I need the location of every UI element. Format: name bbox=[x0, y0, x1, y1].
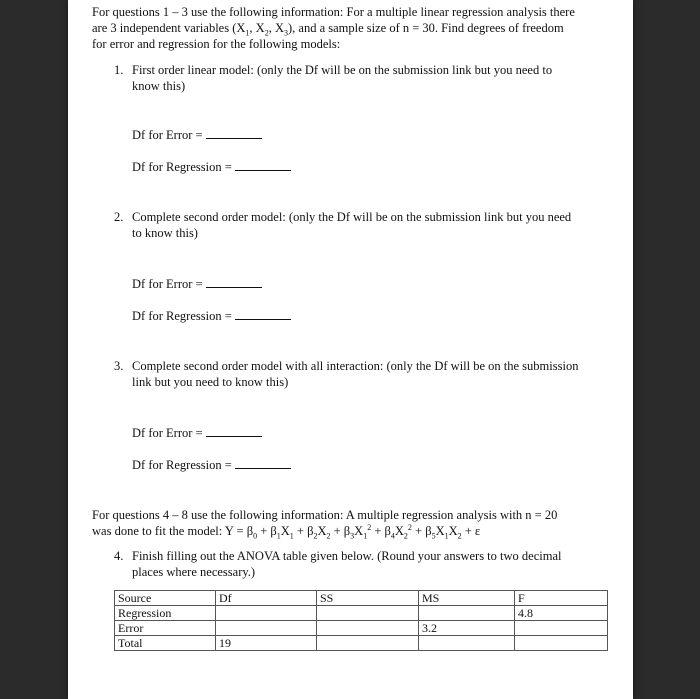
q1-line-1: First order linear model: (only the Df will be on the submission link but you need to bbox=[132, 63, 553, 77]
q2-df-regression-blank[interactable] bbox=[235, 308, 291, 320]
error-df[interactable] bbox=[216, 621, 317, 636]
error-ms: 3.2 bbox=[419, 621, 515, 636]
q3-line-2: link but you need to know this) bbox=[132, 375, 289, 389]
anova-table bbox=[114, 590, 608, 651]
q2-line-1: Complete second order model: (only the Df will be on the submission link but you need bbox=[132, 210, 572, 224]
q3-df-error-blank[interactable] bbox=[206, 425, 262, 437]
q1-df-error: Df for Error = bbox=[132, 127, 262, 143]
intro-line-3: for error and regression for the following models: bbox=[92, 37, 341, 51]
q1-line-2: know this) bbox=[132, 79, 186, 93]
header-df: Df bbox=[216, 591, 317, 606]
q2-number: 2. bbox=[114, 210, 124, 224]
q3-df-error: Df for Error = bbox=[132, 425, 262, 441]
header-ms: MS bbox=[419, 591, 515, 606]
q3-number: 3. bbox=[114, 359, 124, 373]
total-source: Total bbox=[115, 636, 216, 651]
q1-df-regression: Df for Regression = bbox=[132, 159, 291, 175]
document-page bbox=[68, 0, 633, 699]
q1-number: 1. bbox=[114, 63, 124, 77]
q3-line-1: Complete second order model with all interaction: (only the Df will be on the submission bbox=[132, 359, 579, 373]
regression-source: Regression bbox=[115, 606, 216, 621]
q4-line-2: places where necessary.) bbox=[132, 565, 256, 579]
total-ss[interactable] bbox=[317, 636, 419, 651]
regression-model-equation: $Y = \beta_0 + \beta_1X_1 + \beta_2X_2 + \beta_3X_1^2 + \beta_4X_2^2 + \beta_5X_1X_2 + \varepsilon$ bbox=[224, 522, 481, 541]
error-f bbox=[515, 621, 608, 636]
error-ss[interactable] bbox=[317, 621, 419, 636]
table-row bbox=[115, 621, 608, 636]
q2-df-error: Df for Error = bbox=[132, 276, 262, 292]
table-row bbox=[115, 606, 608, 621]
total-f bbox=[515, 636, 608, 651]
header-f: F bbox=[515, 591, 608, 606]
q1-df-error-blank[interactable] bbox=[206, 127, 262, 139]
error-source: Error bbox=[115, 621, 216, 636]
q4-line-1: Finish filling out the ANOVA table given below. (Round your answers to two decimal bbox=[132, 549, 562, 563]
q3-df-regression-blank[interactable] bbox=[235, 457, 291, 469]
part2-line-1: For questions 4 – 8 use the following information: A multiple regression analysis with n = 20 bbox=[92, 508, 558, 522]
total-df: 19 bbox=[216, 636, 317, 651]
regression-f: 4.8 bbox=[515, 606, 608, 621]
q2-df-error-blank[interactable] bbox=[206, 276, 262, 288]
q2-df-regression: Df for Regression = bbox=[132, 308, 291, 324]
part2-line-2: was done to fit the model: $Y = \beta_0 + \beta_1X_1 + \beta_2X_2 + \beta_3X_1^2 + \beta_4X_2^2 + \beta_5X_1X_2 + \varepsilon$ bbox=[92, 522, 481, 541]
table-row bbox=[115, 636, 608, 651]
q1-df-regression-blank[interactable] bbox=[235, 159, 291, 171]
header-source: Source bbox=[115, 591, 216, 606]
regression-df[interactable] bbox=[216, 606, 317, 621]
variable-list: ($X_1$, $X_2$, $X_3$) bbox=[232, 21, 293, 38]
regression-ss[interactable] bbox=[317, 606, 419, 621]
q4-number: 4. bbox=[114, 549, 124, 563]
anova-header-row bbox=[115, 591, 608, 606]
regression-ms[interactable] bbox=[419, 606, 515, 621]
q3-df-regression: Df for Regression = bbox=[132, 457, 291, 473]
header-ss: SS bbox=[317, 591, 419, 606]
total-ms bbox=[419, 636, 515, 651]
intro-line-1: For questions 1 – 3 use the following information: For a multiple linear regression analysis there bbox=[92, 5, 575, 19]
q2-line-2: to know this) bbox=[132, 226, 198, 240]
intro-line-2: are 3 independent variables ($X_1$, $X_2$, $X_3$), and a sample size of n = 30. Find degrees of freedom bbox=[92, 21, 564, 38]
